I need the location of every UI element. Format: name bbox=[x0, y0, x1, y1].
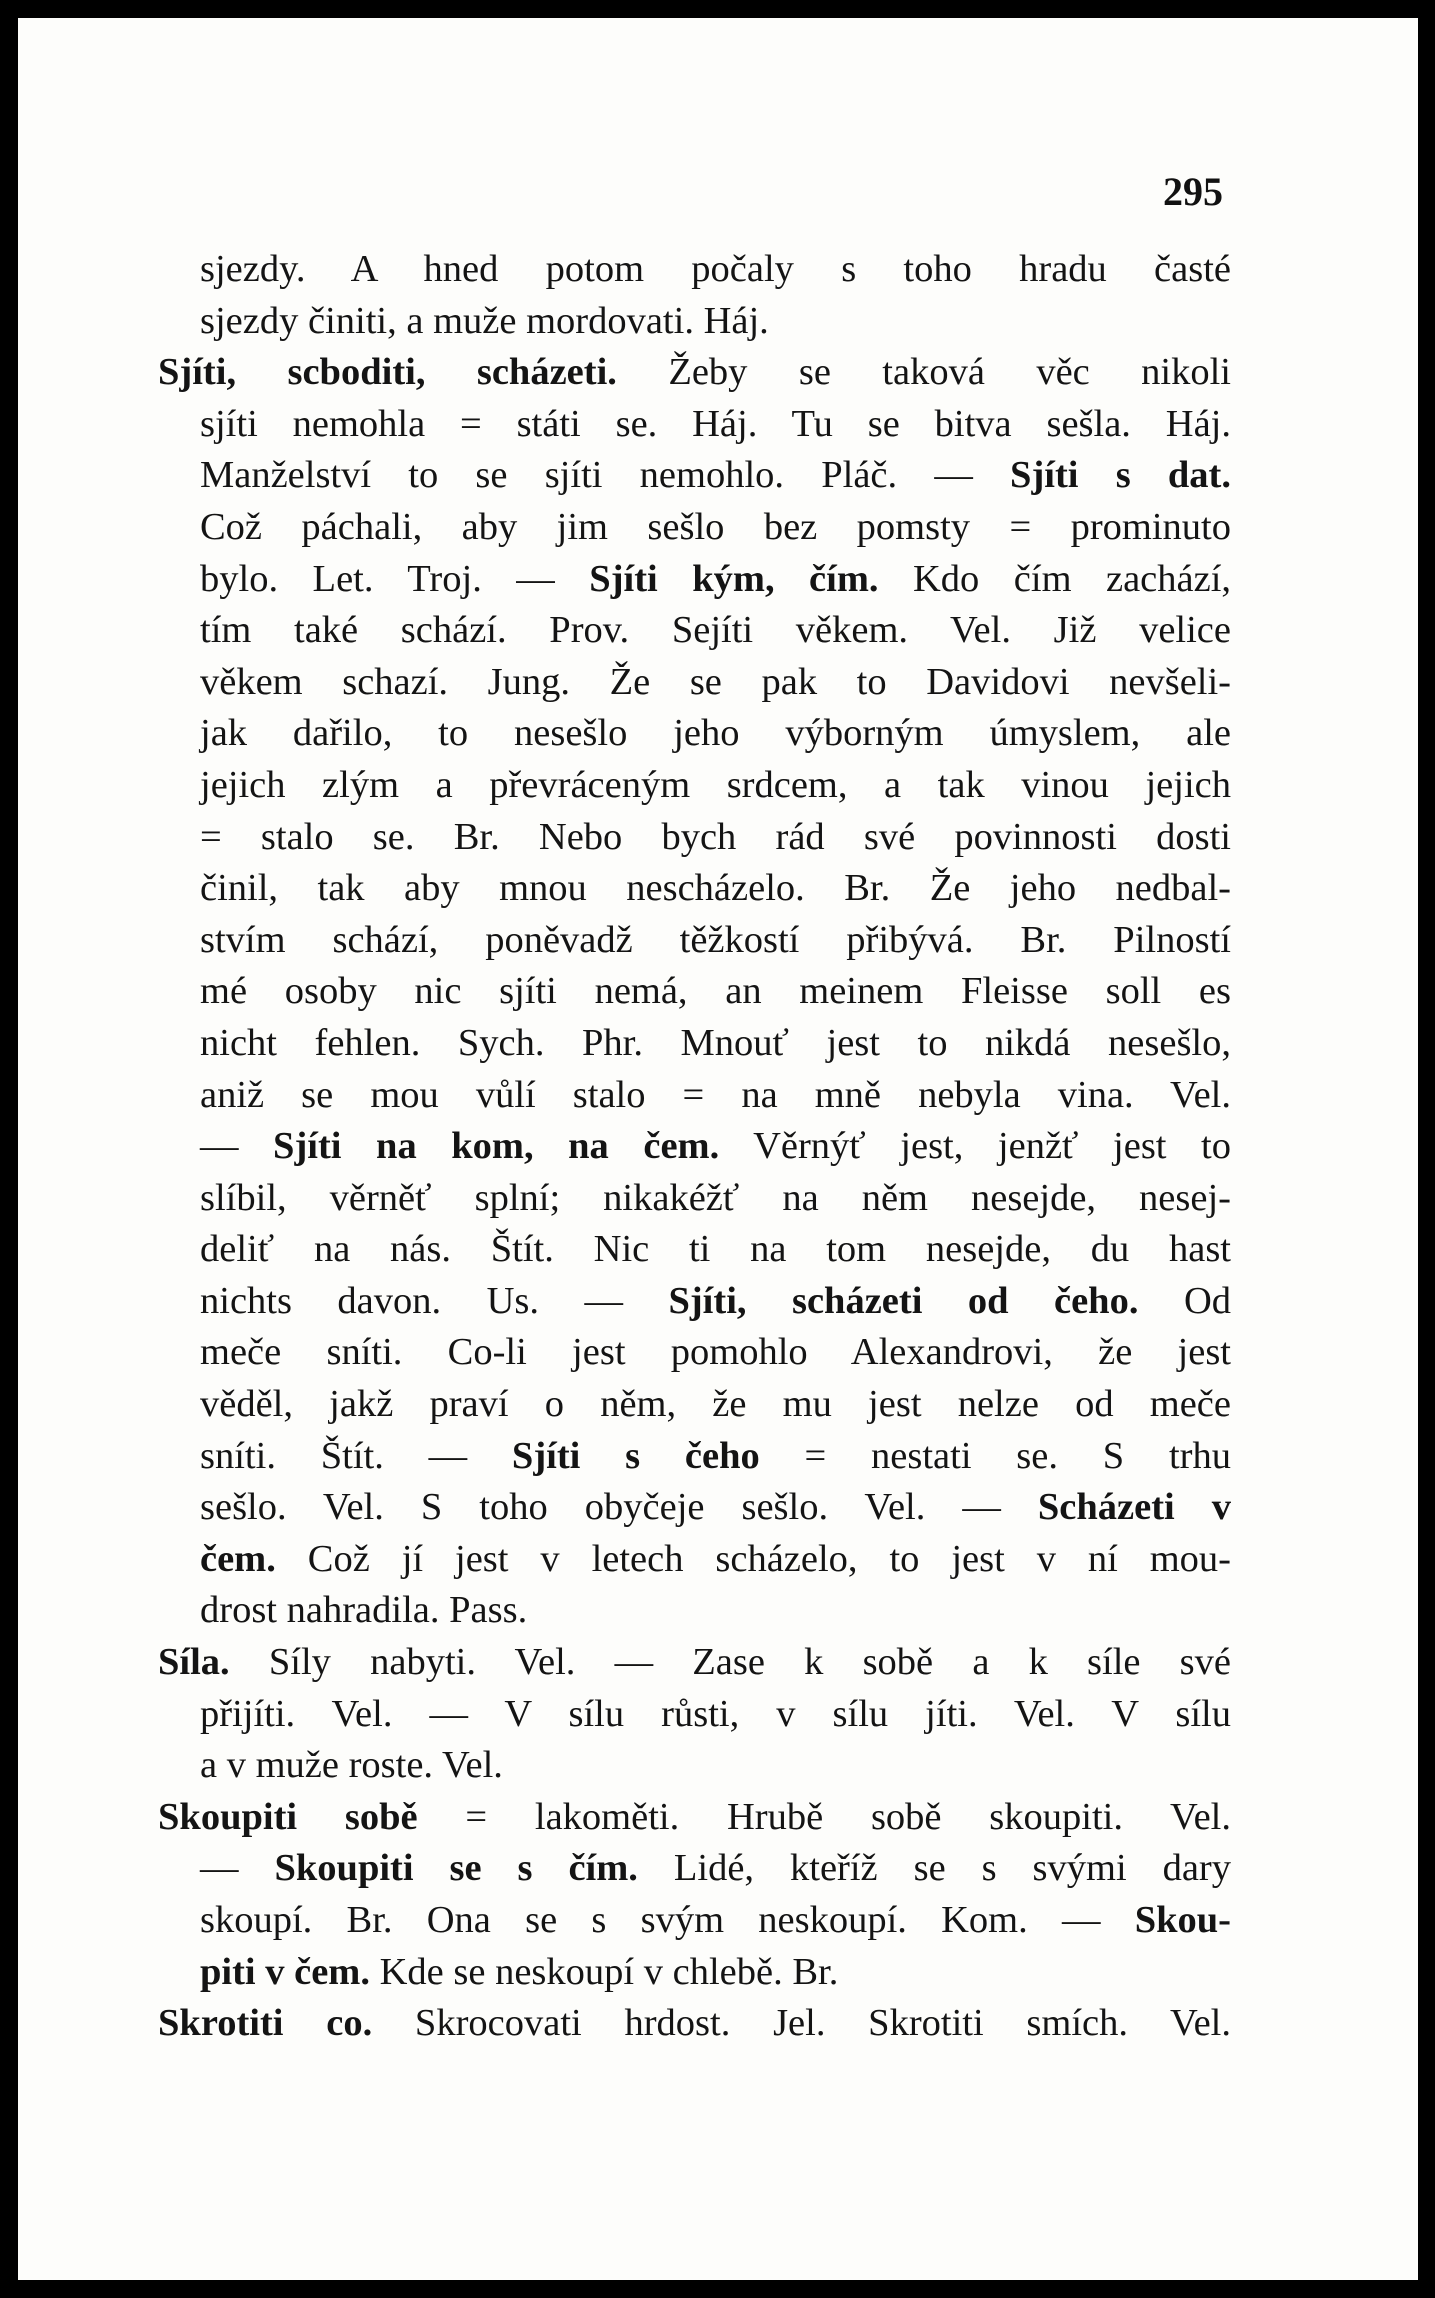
line-text: Skrocovati hrdost. Jel. Skrotiti smích. Vel. bbox=[372, 2002, 1231, 2045]
text-line bbox=[158, 863, 1231, 915]
text-line bbox=[158, 1173, 1231, 1225]
line-text: — bbox=[200, 1847, 275, 1890]
line-text: a v muže roste. Vel. bbox=[200, 1744, 503, 1787]
text-line bbox=[158, 296, 1231, 348]
text-line bbox=[158, 554, 1231, 606]
text-line bbox=[158, 760, 1231, 812]
line-text: sníti. Štít. — bbox=[200, 1434, 512, 1477]
line-text: nichts davon. Us. — bbox=[200, 1279, 669, 1322]
line-text: aniž se mou vůlí stalo = na mně nebyla vina. Vel. bbox=[200, 1073, 1231, 1116]
text-line bbox=[158, 1534, 1231, 1586]
text-line bbox=[158, 1121, 1231, 1173]
line-text: Což jí jest v letech scházelo, to jest v ní mou- bbox=[275, 1537, 1231, 1580]
text-line bbox=[158, 450, 1231, 502]
line-text: Lidé, kteříž se s svými dary bbox=[637, 1847, 1232, 1890]
text-line bbox=[158, 915, 1231, 967]
line-text: = lakoměti. Hrubě sobě skoupiti. Vel. bbox=[417, 1795, 1231, 1838]
line-text: Síly nabyti. Vel. — Zase k sobě a k síle své bbox=[229, 1641, 1231, 1684]
text-line bbox=[158, 1585, 1231, 1637]
text-line bbox=[158, 966, 1231, 1018]
line-text: Manželství to se sjíti nemohlo. Pláč. — bbox=[200, 454, 1011, 497]
headword: Sjíti, scboditi, scházeti. bbox=[158, 351, 617, 394]
line-text: sjezdy. A hned potom počaly s toho hradu časté bbox=[200, 248, 1231, 290]
line-text: Kdo čím zachází, bbox=[878, 557, 1232, 600]
text-line bbox=[158, 1327, 1231, 1379]
text-line bbox=[158, 1740, 1231, 1792]
text-line bbox=[158, 1689, 1231, 1741]
line-text: mé osoby nic sjíti nemá, an meinem Fleisse soll es bbox=[200, 970, 1231, 1013]
text-line bbox=[158, 1843, 1231, 1895]
book-page bbox=[18, 18, 1418, 2280]
line-text: Věrnýť jest, jenžť jest to bbox=[719, 1125, 1231, 1168]
line-text: deliť na nás. Štít. Nic ti na tom nesejde, du hast bbox=[200, 1228, 1231, 1271]
line-text: — bbox=[200, 1125, 274, 1168]
line-text: = nestati se. S trhu bbox=[759, 1434, 1231, 1477]
text-line bbox=[158, 399, 1231, 451]
text-line bbox=[158, 1947, 1231, 1999]
headword: Scházeti v bbox=[1037, 1486, 1232, 1529]
text-line bbox=[158, 1224, 1231, 1276]
line-text: věkem schazí. Jung. Že se pak to Davidovi nevšeli- bbox=[200, 660, 1231, 703]
line-text: Což páchali, aby jim sešlo bez pomsty = prominuto bbox=[200, 505, 1231, 548]
text-line bbox=[158, 1998, 1231, 2050]
headword: Skoupiti se s čím. bbox=[274, 1847, 638, 1890]
text-line bbox=[158, 1792, 1231, 1844]
headword: Sjíti s dat. bbox=[1010, 454, 1231, 497]
dictionary-text bbox=[158, 244, 1231, 2050]
text-line bbox=[158, 1895, 1231, 1947]
text-line bbox=[158, 1018, 1231, 1070]
text-line bbox=[158, 347, 1231, 399]
line-text: jejich zlým a převráceným srdcem, a tak vinou jejich bbox=[200, 763, 1231, 806]
text-line bbox=[158, 605, 1231, 657]
line-text: činil, tak aby mnou nescházelo. Br. Že jeho nedbal- bbox=[200, 867, 1231, 910]
text-line bbox=[158, 1070, 1231, 1122]
line-text: sjíti nemohla = státi se. Háj. Tu se bitva sešla. Háj. bbox=[200, 402, 1231, 445]
headword: Sjíti s čeho bbox=[511, 1434, 760, 1477]
line-text: přijíti. Vel. — V sílu růsti, v sílu jíti. Vel. V sílu bbox=[200, 1692, 1231, 1735]
text-line bbox=[158, 1276, 1231, 1328]
line-text: slíbil, věrněť splní; nikakéžť na něm nesejde, nesej- bbox=[200, 1176, 1231, 1219]
headword: Sjíti, scházeti od čeho. bbox=[668, 1279, 1139, 1322]
text-line bbox=[158, 1482, 1231, 1534]
text-line bbox=[158, 657, 1231, 709]
line-text: = stalo se. Br. Nebo bych rád své povinnosti dosti bbox=[200, 815, 1231, 858]
headword: Skrotiti co. bbox=[158, 2002, 373, 2045]
line-text: bylo. Let. Troj. — bbox=[200, 557, 590, 600]
text-line bbox=[158, 812, 1231, 864]
line-text: skoupí. Br. Ona se s svým neskoupí. Kom. — bbox=[200, 1899, 1135, 1941]
text-line bbox=[158, 1637, 1231, 1689]
text-line bbox=[158, 502, 1231, 554]
headword: Sjíti na kom, na čem. bbox=[273, 1125, 720, 1168]
headword: Skou- bbox=[1134, 1899, 1231, 1941]
line-text: sjezdy činiti, a muže mordovati. Háj. bbox=[200, 299, 769, 342]
line-text: jak dařilo, to nesešlo jeho výborným úmyslem, ale bbox=[200, 712, 1231, 755]
text-line bbox=[158, 244, 1231, 296]
text-line bbox=[158, 1431, 1231, 1483]
line-text: Kde se neskoupí v chlebě. Br. bbox=[370, 1950, 839, 1993]
line-text: Od bbox=[1138, 1279, 1232, 1322]
line-text: meče sníti. Co-li jest pomohlo Alexandrovi, že jest bbox=[200, 1331, 1231, 1374]
headword: Síla. bbox=[158, 1641, 230, 1684]
headword: piti v čem. bbox=[200, 1950, 370, 1993]
headword: Sjíti kým, čím. bbox=[589, 557, 879, 600]
line-text: stvím schází, poněvadž těžkostí přibývá. Br. Pilností bbox=[200, 918, 1231, 961]
line-text: sešlo. Vel. S toho obyčeje sešlo. Vel. — bbox=[200, 1486, 1038, 1529]
text-line bbox=[158, 708, 1231, 760]
text-line bbox=[158, 1379, 1231, 1431]
line-text: věděl, jakž praví o něm, že mu jest nelze od meče bbox=[200, 1383, 1231, 1426]
headword: Skoupiti sobě bbox=[158, 1795, 418, 1838]
line-text: nicht fehlen. Sych. Phr. Mnouť jest to nikdá nesešlo, bbox=[200, 1021, 1231, 1064]
headword: čem. bbox=[200, 1537, 276, 1580]
line-text: tím také schází. Prov. Sejíti věkem. Vel. Již velice bbox=[200, 609, 1231, 652]
line-text: Žeby se taková věc nikoli bbox=[616, 351, 1231, 394]
page-number: 295 bbox=[1163, 169, 1223, 214]
line-text: drost nahradila. Pass. bbox=[200, 1589, 528, 1632]
